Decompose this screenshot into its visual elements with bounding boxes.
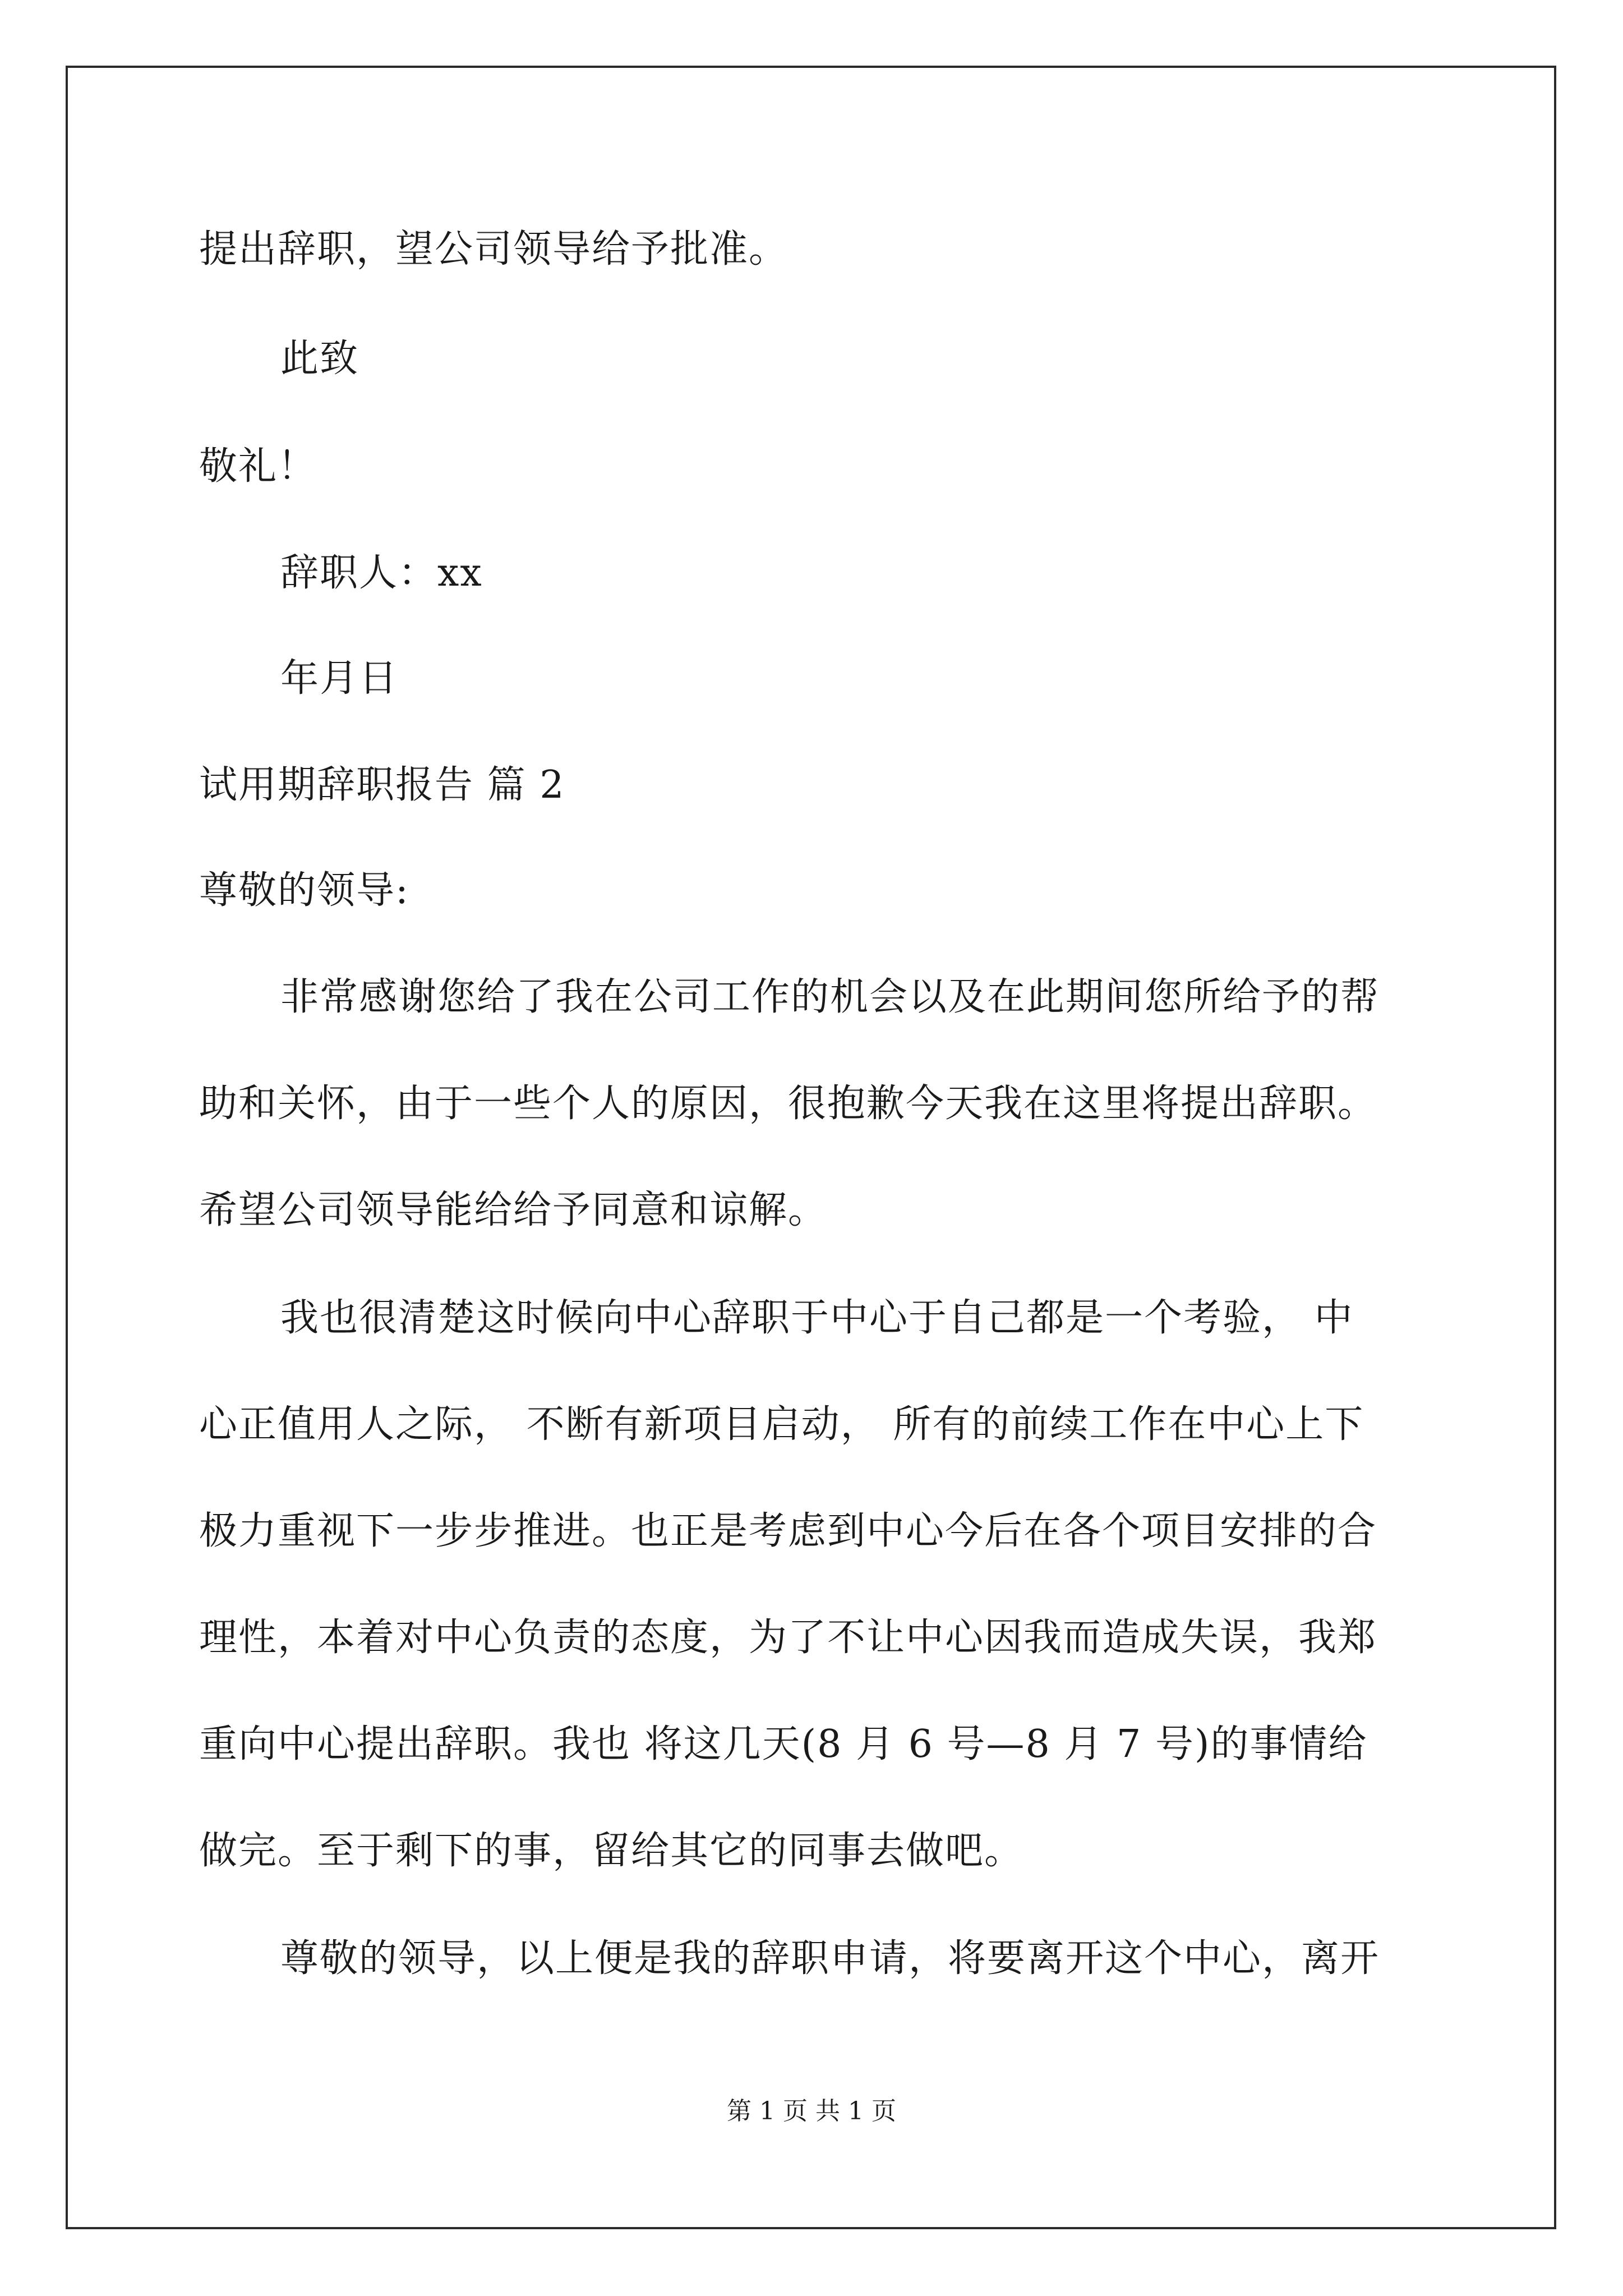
paragraph-line: 心正值用人之际， 不断有新项目启动， 所有的前续工作在中心上下 bbox=[199, 1402, 1364, 1447]
text-line-greeting: 尊敬的领导: bbox=[199, 868, 409, 913]
text-line-signature: 辞职人：xx bbox=[280, 551, 483, 595]
paragraph-line: 尊敬的领导，以上便是我的辞职申请，将要离开这个中心，离开 bbox=[280, 1936, 1380, 1981]
paragraph-line: 极力重视下一步步推进。也正是考虑到中心今后在各个项目安排的合 bbox=[199, 1509, 1377, 1553]
paragraph-line: 希望公司领导能给给予同意和谅解。 bbox=[199, 1188, 828, 1232]
page-number-footer: 第 1 页 共 1 页 bbox=[727, 2097, 896, 2125]
text-line-closing-request: 提出辞职，望公司领导给予批准。 bbox=[199, 227, 789, 272]
paragraph-line: 理性，本着对中心负责的态度，为了不让中心因我而造成失误，我郑 bbox=[199, 1616, 1377, 1660]
section-heading: 试用期辞职报告 篇 2 bbox=[199, 763, 565, 807]
text-line-salutation-cizhi: 此致 bbox=[280, 337, 359, 381]
paragraph-line: 做完。至于剩下的事，留给其它的同事去做吧。 bbox=[199, 1829, 1024, 1873]
paragraph-line: 助和关怀，由于一些个人的原因，很抱歉今天我在这里将提出辞职。 bbox=[199, 1082, 1377, 1126]
paragraph-line: 非常感谢您给了我在公司工作的机会以及在此期间您所给予的帮 bbox=[280, 975, 1380, 1019]
text-line-date: 年月日 bbox=[280, 656, 399, 701]
paragraph-line: 我也很清楚这时候向中心辞职于中心于自己都是一个考验， 中 bbox=[280, 1296, 1354, 1340]
page-border bbox=[66, 66, 1556, 2229]
paragraph-line: 重向中心提出辞职。我也 将这几天(8 月 6 号—8 月 7 号)的事情给 bbox=[199, 1722, 1368, 1766]
text-line-salutation-jingli: 敬礼！ bbox=[199, 444, 317, 489]
